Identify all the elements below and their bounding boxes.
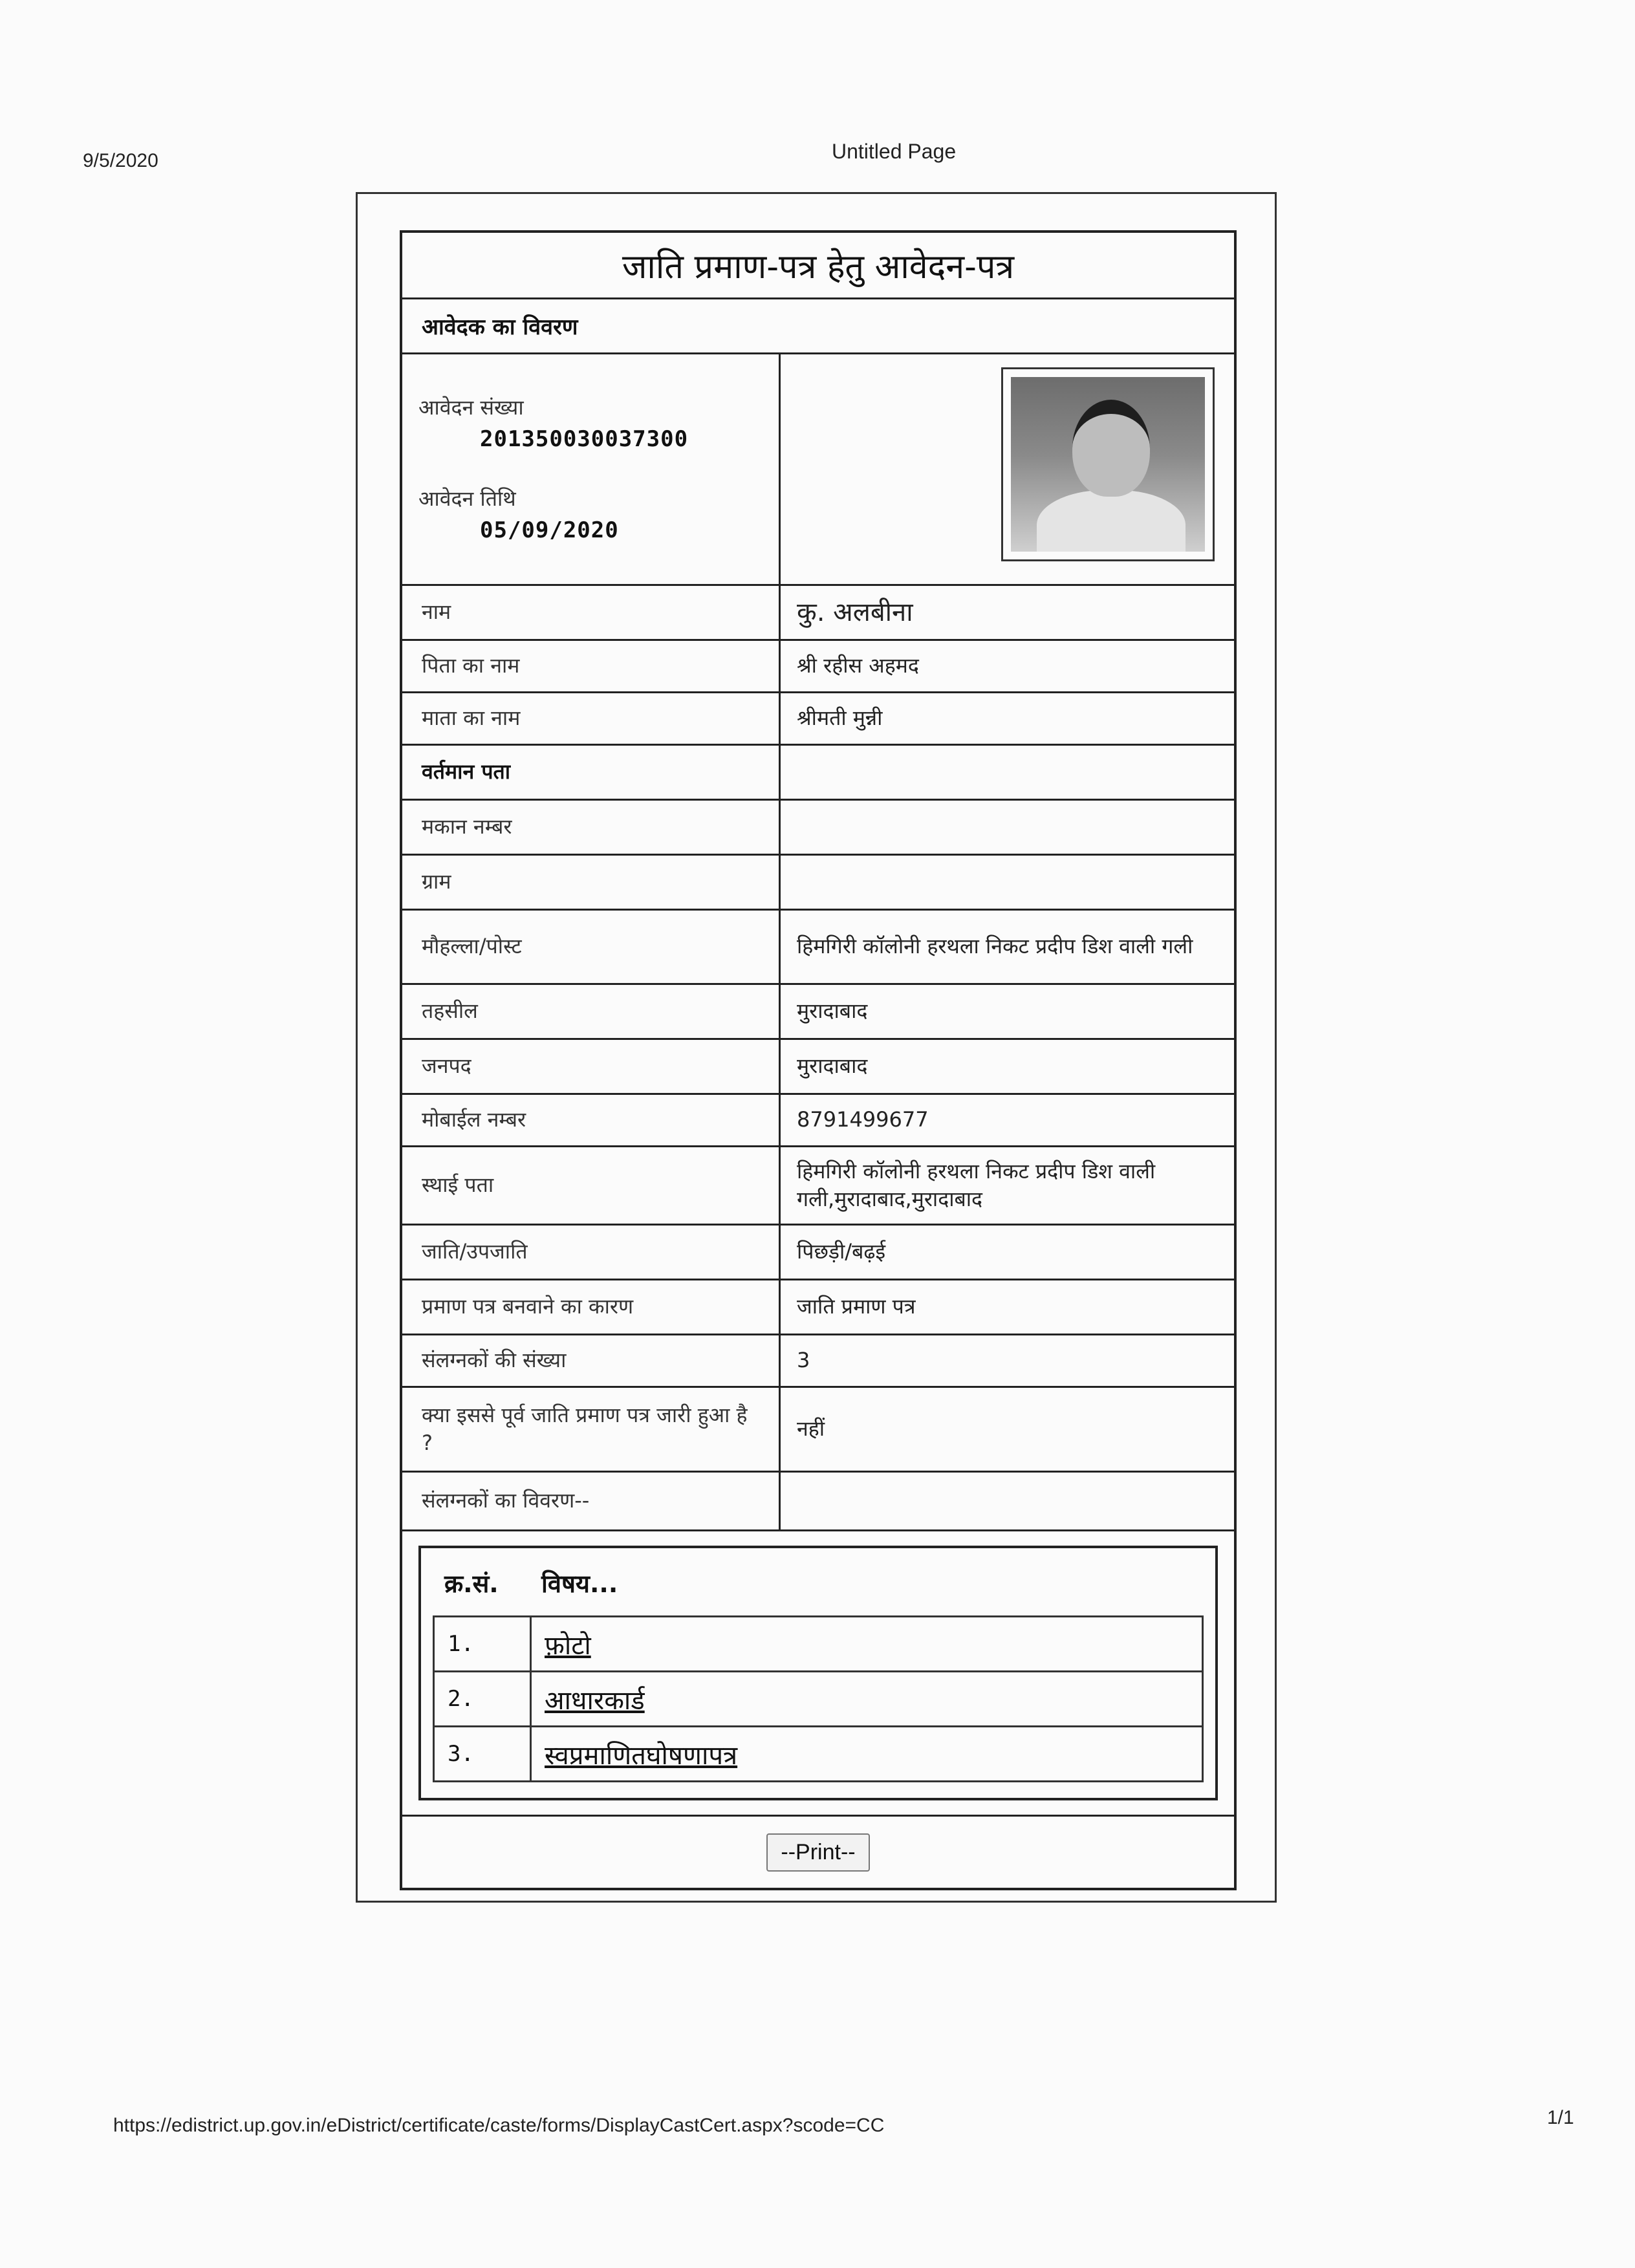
field-row-mobile [402, 1095, 1234, 1147]
field-label: स्थाई पता [402, 1147, 781, 1224]
field-value: पिछड़ी/बढ़ई [797, 1239, 886, 1264]
field-label: तहसील [402, 985, 781, 1038]
field-row-attachment-details [402, 1473, 1234, 1531]
application-info-row [402, 354, 1234, 586]
serial-column-header: क्र.सं. [444, 1570, 499, 1598]
form-title-row [402, 233, 1234, 299]
photo-image [1011, 377, 1205, 552]
attachment-link[interactable]: आधारकार्ड [545, 1685, 645, 1716]
page-title: Untitled Page [832, 140, 957, 163]
field-value [781, 856, 1234, 909]
field-row-father-name [402, 641, 1234, 693]
field-value: नहीं [797, 1416, 825, 1442]
field-value: मुरादाबाद [797, 1053, 868, 1079]
field-row-name [402, 586, 1234, 641]
application-meta [402, 354, 781, 584]
attachments-panel [418, 1546, 1218, 1800]
field-row-district [402, 1040, 1234, 1095]
field-label: ग्राम [402, 856, 781, 909]
field-value: 8791499677 [797, 1107, 929, 1132]
field-value: हिमगिरी कॉलोनी हरथला निकट प्रदीप डिश वाली गली,मुरादाबाद,मुरादाबाद [797, 1158, 1156, 1211]
attachment-row [435, 1727, 1202, 1780]
field-label: पिता का नाम [402, 641, 781, 691]
field-label: संलग्नकों का विवरण-- [402, 1473, 781, 1529]
field-label: वर्तमान पता [402, 746, 781, 799]
application-number-label: आवेदन संख्या [418, 395, 524, 420]
field-value: 3 [797, 1348, 810, 1373]
photo-cell [781, 354, 1234, 584]
page-url: https://edistrict.up.gov.in/eDistrict/certificate/caste/forms/DisplayCastCert.aspx?scode=CC [113, 2115, 885, 2136]
attachment-serial: 1. [435, 1617, 532, 1670]
form-title: जाति प्रमाण-पत्र हेतु आवेदन-पत्र [622, 247, 1015, 286]
attachment-serial: 2. [435, 1672, 532, 1725]
applicant-photo [1001, 367, 1215, 561]
field-value: श्री रहीस अहमद [797, 653, 919, 678]
application-number: 201350030037300 [480, 426, 689, 452]
application-date: 05/09/2020 [480, 517, 619, 543]
field-label: जाति/उपजाति [402, 1226, 781, 1279]
field-row-caste [402, 1226, 1234, 1280]
field-label: क्या इससे पूर्व जाति प्रमाण पत्र जारी हुआ है ? [402, 1388, 781, 1471]
attachment-row [435, 1672, 1202, 1727]
field-value [781, 801, 1234, 854]
attachment-link[interactable]: फ़ोटो [545, 1630, 591, 1661]
field-label: जनपद [402, 1040, 781, 1093]
field-row-mother-name [402, 693, 1234, 746]
field-label: मौहल्ला/पोस्ट [402, 911, 781, 983]
print-date: 9/5/2020 [83, 150, 158, 171]
field-label: माता का नाम [402, 693, 781, 744]
field-value [781, 746, 1234, 799]
field-value: मुरादाबाद [797, 999, 868, 1024]
field-label: मोबाईल नम्बर [402, 1095, 781, 1145]
field-label: नाम [402, 586, 781, 639]
field-row-village [402, 856, 1234, 911]
application-form [400, 230, 1237, 1890]
field-row-house-number [402, 801, 1234, 856]
attachments-header [433, 1566, 1204, 1600]
section-title: आवेदक का विवरण [402, 299, 1234, 354]
attachments-table [433, 1615, 1204, 1782]
application-date-label: आवेदन तिथि [418, 486, 516, 511]
field-label: संलग्नकों की संख्या [402, 1335, 781, 1386]
field-row-tehsil [402, 985, 1234, 1040]
print-button[interactable]: --Print-- [766, 1833, 869, 1872]
field-value [781, 1473, 1234, 1529]
print-row [402, 1815, 1234, 1888]
field-row-reason [402, 1280, 1234, 1335]
field-row-permanent-address [402, 1147, 1234, 1226]
field-row-attachment-count [402, 1335, 1234, 1388]
field-row-previous-certificate [402, 1388, 1234, 1473]
field-value: कु. अलबीना [797, 598, 913, 627]
field-value: जाति प्रमाण पत्र [797, 1294, 916, 1319]
attachment-serial: 3. [435, 1727, 532, 1780]
photo-figure-head [1072, 400, 1150, 497]
attachment-link[interactable]: स्वप्रमाणितघोषणापत्र [545, 1740, 738, 1771]
field-label: प्रमाण पत्र बनवाने का कारण [402, 1280, 781, 1334]
page-count: 1/1 [1547, 2107, 1574, 2128]
field-row-current-address [402, 746, 1234, 801]
field-value: हिमगिरी कॉलोनी हरथला निकट प्रदीप डिश वाली गली [797, 934, 1193, 959]
attachment-row [435, 1617, 1202, 1672]
field-label: मकान नम्बर [402, 801, 781, 854]
photo-figure-body [1037, 490, 1186, 552]
subject-column-header: विषय... [541, 1570, 618, 1598]
field-value: श्रीमती मुन्नी [797, 706, 883, 731]
field-row-locality [402, 911, 1234, 985]
